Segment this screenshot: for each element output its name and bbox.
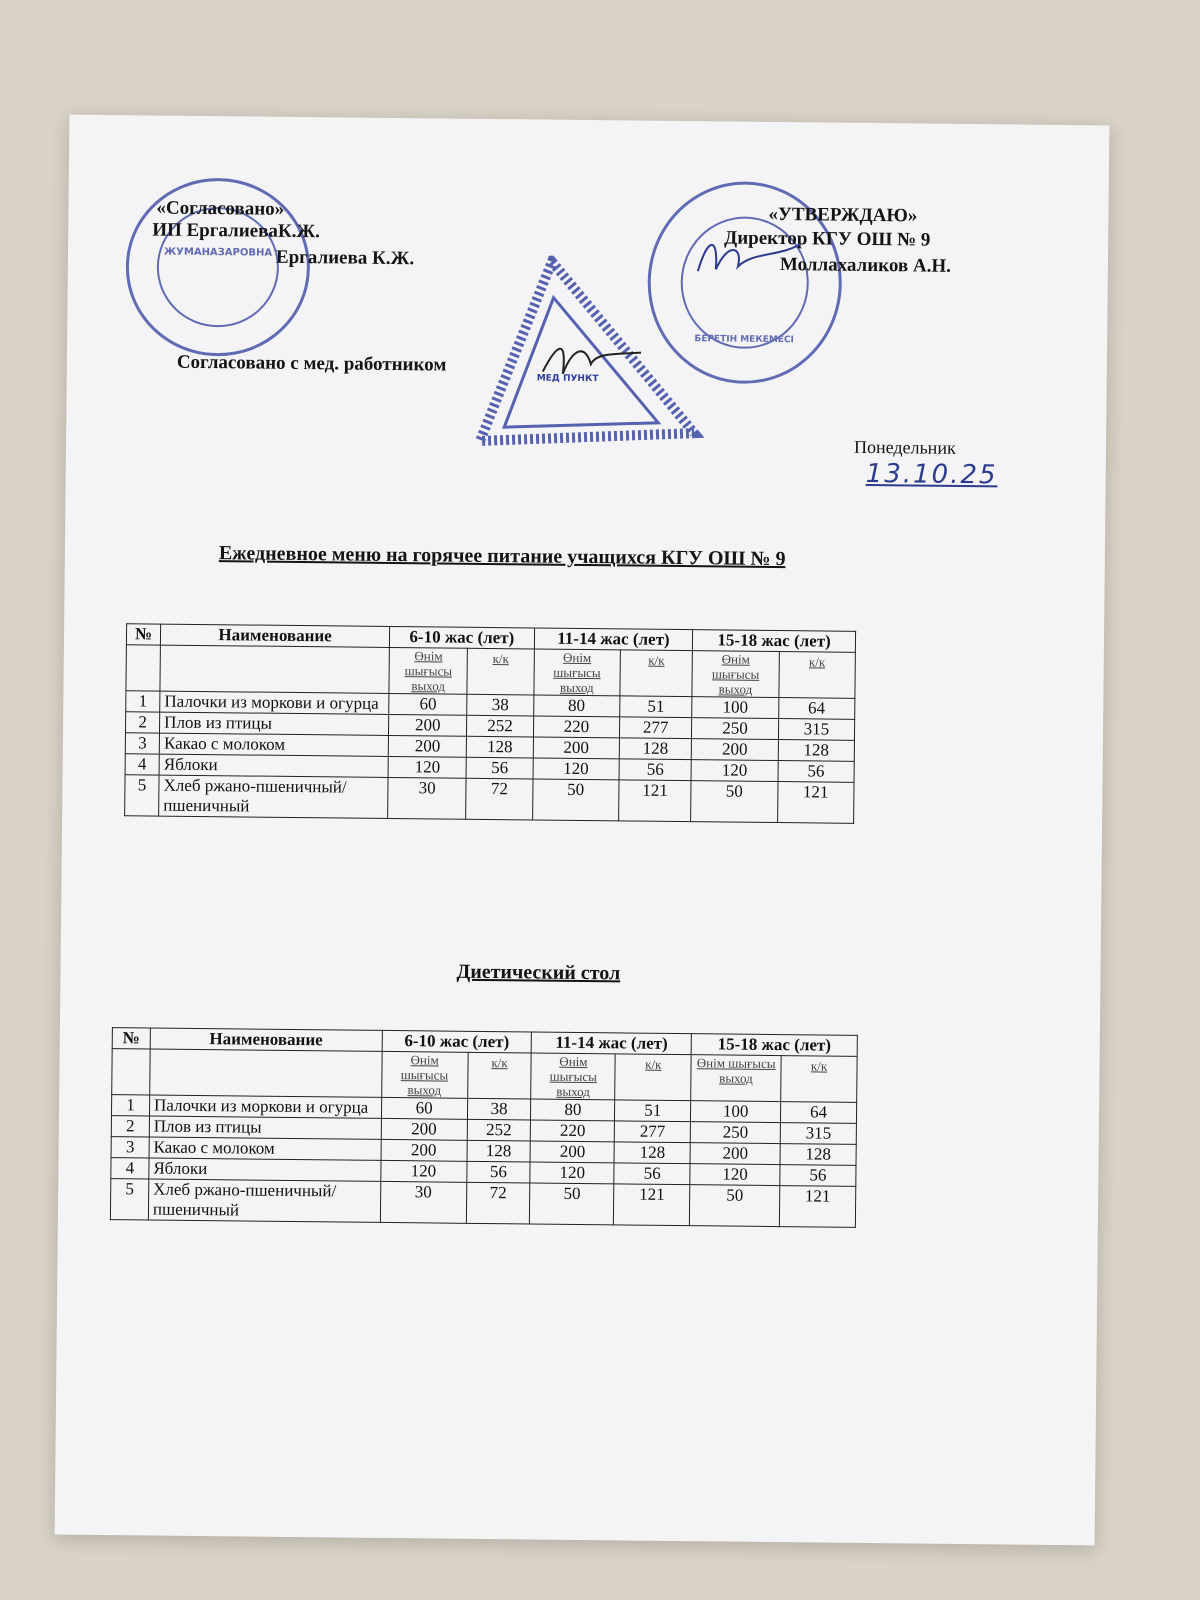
- subheader-blank: [126, 645, 161, 691]
- row-num: 3: [111, 1137, 149, 1158]
- subheader-output: Өнім шығысы выход: [692, 651, 779, 698]
- cell: 50: [690, 1185, 780, 1227]
- subheader-output: Өнім шығысы выход: [389, 647, 468, 694]
- cell: 200: [381, 1139, 467, 1161]
- row-num: 2: [125, 712, 159, 733]
- row-name: Какао с молоком: [149, 1137, 381, 1160]
- cell: 100: [692, 697, 779, 719]
- row-num: 4: [111, 1158, 149, 1179]
- cell: 121: [779, 1186, 855, 1228]
- subheader-output: Өнім шығысы выход: [381, 1051, 467, 1098]
- row-name: Плов из птицы: [160, 712, 389, 735]
- diet-title: Диетический стол: [456, 960, 621, 985]
- cell: 200: [533, 737, 620, 759]
- cell: 220: [531, 1120, 615, 1142]
- row-num: 3: [125, 733, 159, 754]
- cell: 200: [388, 735, 467, 757]
- header-age-6-10: 6-10 жас (лет): [382, 1030, 532, 1053]
- cell: 72: [466, 1182, 530, 1224]
- cell: 120: [690, 1164, 780, 1186]
- subheader-blank: [112, 1049, 150, 1095]
- cell: 200: [381, 1118, 467, 1140]
- cell: 56: [466, 1161, 530, 1183]
- cell: 128: [614, 1142, 690, 1164]
- left-agreed-label: «Согласовано»: [156, 197, 285, 220]
- row-name: Яблоки: [159, 754, 388, 777]
- cell: 250: [692, 718, 779, 740]
- cell: 56: [614, 1163, 690, 1185]
- row-num: 4: [125, 754, 159, 775]
- cell: 128: [467, 1140, 531, 1162]
- cell: 315: [778, 719, 855, 741]
- handwritten-date: 13.10.25: [865, 458, 998, 491]
- subheader-blank: [160, 645, 389, 693]
- table-row: [125, 775, 854, 824]
- cell: 120: [530, 1162, 614, 1184]
- subheader-kk: к/к: [467, 648, 534, 695]
- cell: 200: [690, 1143, 780, 1165]
- cell: 50: [532, 779, 619, 821]
- daily-menu-table: [124, 623, 856, 824]
- cell: 128: [780, 1144, 856, 1166]
- cell: 121: [777, 782, 854, 824]
- cell: 100: [691, 1101, 781, 1123]
- cell: 220: [533, 716, 620, 738]
- cell: 121: [619, 780, 692, 822]
- cell: 50: [691, 781, 778, 823]
- header-name: Наименование: [161, 624, 390, 647]
- row-name: Хлеб ржано-пшеничный/пшеничный: [159, 775, 388, 818]
- approve-label: «УТВЕРЖДАЮ»: [768, 203, 918, 227]
- cell: 50: [530, 1183, 614, 1225]
- table-subheader-row: [126, 645, 855, 699]
- cell: 56: [466, 757, 532, 779]
- med-agreement: Согласовано с мед. работником: [176, 351, 447, 376]
- subheader-kk: к/к: [620, 650, 693, 697]
- right-stamp-text: БЕРЕТІН МЕКЕМЕСІ: [694, 334, 794, 346]
- cell: 64: [778, 698, 855, 720]
- header-age-15-18: 15-18 жас (лет): [693, 630, 856, 653]
- row-name: Яблоки: [149, 1158, 381, 1181]
- row-num: 5: [125, 775, 160, 816]
- cell: 38: [467, 1098, 531, 1120]
- cell: 56: [778, 761, 855, 783]
- document-sheet: [55, 115, 1110, 1546]
- header-age-11-14: 11-14 жас (лет): [534, 628, 693, 651]
- subheader-kk: к/к: [779, 652, 856, 699]
- cell: 120: [388, 756, 467, 778]
- cell: 200: [530, 1141, 614, 1163]
- cell: 51: [620, 696, 693, 718]
- director-title: Директор КГУ ОШ № 9: [724, 227, 931, 251]
- menu-title: Ежедневное меню на горячее питание учащихся КГУ ОШ № 9: [218, 542, 786, 571]
- med-signature: [537, 334, 648, 385]
- row-name: Палочки из моркови и огурца: [149, 1095, 381, 1118]
- cell: 128: [778, 740, 855, 762]
- cell: 72: [466, 778, 533, 820]
- header-num: №: [112, 1028, 150, 1049]
- header-age-11-14: 11-14 жас (лет): [532, 1032, 692, 1055]
- diet-menu-table: [110, 1027, 858, 1228]
- row-name: Какао с молоком: [159, 733, 388, 756]
- cell: 250: [690, 1122, 780, 1144]
- cell: 38: [467, 694, 533, 716]
- subheader-kk: к/к: [467, 1052, 531, 1099]
- cell: 30: [388, 777, 467, 819]
- cell: 56: [619, 759, 692, 781]
- cell: 80: [533, 695, 620, 717]
- cell: 30: [380, 1181, 466, 1223]
- subheader-kk: к/к: [615, 1054, 691, 1101]
- cell: 121: [614, 1184, 690, 1226]
- cell: 252: [467, 715, 533, 737]
- cell: 277: [619, 717, 692, 739]
- header-age-15-18: 15-18 жас (лет): [691, 1034, 857, 1057]
- header-num: №: [126, 624, 160, 645]
- row-name: Плов из птицы: [149, 1116, 381, 1139]
- header-age-6-10: 6-10 жас (лет): [389, 626, 534, 649]
- director-name: Моллахаликов А.Н.: [779, 254, 952, 277]
- left-stamp-text: ЖУМАНАЗАРОВНА: [163, 246, 273, 259]
- cell: 315: [780, 1123, 856, 1145]
- cell: 277: [615, 1121, 691, 1143]
- cell: 120: [691, 760, 778, 782]
- cell: 252: [467, 1119, 531, 1141]
- cell: 200: [692, 739, 779, 761]
- subheader-output: Өнім шығысы выход: [531, 1053, 615, 1100]
- left-entrepreneur: ИП ЕргалиеваК.Ж.: [152, 219, 321, 243]
- cell: 128: [619, 738, 692, 760]
- row-num: 2: [111, 1116, 149, 1137]
- table-row: [110, 1179, 855, 1228]
- cell: 60: [389, 693, 468, 715]
- cell: 51: [615, 1100, 691, 1122]
- row-num: 1: [126, 691, 160, 712]
- subheader-output: Өнім шығысы выход: [534, 649, 621, 696]
- row-name: Палочки из моркови и огурца: [160, 691, 389, 714]
- cell: 60: [381, 1097, 467, 1119]
- row-num: 1: [111, 1095, 149, 1116]
- header-name: Наименование: [150, 1028, 382, 1051]
- cell: 56: [780, 1165, 856, 1187]
- triangle-stamp-text: МЕД ПУНКТ: [536, 373, 599, 385]
- cell: 80: [531, 1099, 615, 1121]
- director-signature: [688, 231, 809, 282]
- cell: 64: [781, 1102, 857, 1124]
- subheader-output: Өнім шығысы выход: [691, 1055, 781, 1102]
- cell: 200: [389, 714, 468, 736]
- subheader-blank: [150, 1049, 382, 1097]
- weekday: Понедельник: [853, 436, 956, 458]
- table-subheader-row: [112, 1049, 857, 1103]
- left-signer-name: Ергалиева К.Ж.: [275, 246, 415, 270]
- cell: 120: [533, 758, 620, 780]
- cell: 120: [380, 1160, 466, 1182]
- cell: 128: [467, 736, 533, 758]
- row-name: Хлеб ржано-пшеничный/пшеничный: [148, 1179, 380, 1222]
- subheader-kk: к/к: [781, 1056, 857, 1103]
- row-num: 5: [110, 1179, 148, 1220]
